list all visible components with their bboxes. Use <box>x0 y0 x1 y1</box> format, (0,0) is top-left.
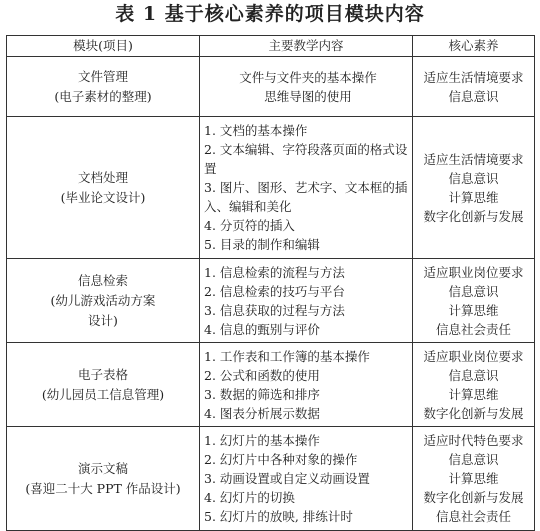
header-content: 主要教学内容 <box>200 36 413 57</box>
table-row <box>7 427 535 531</box>
module-name: 电子表格 <box>77 366 128 382</box>
content-item: 1. 信息检索的流程与方法 <box>204 264 345 280</box>
literacy-item: 信息社会责任 <box>435 321 511 337</box>
content-item: 4. 信息的甄别与评价 <box>204 321 320 337</box>
module-cell <box>7 117 200 259</box>
literacy-item: 信息意识 <box>448 88 499 104</box>
content-item: 2. 文本编辑、字符段落页面的格式设置 <box>204 142 408 176</box>
content-item: 5. 幻灯片的放映, 排练计时 <box>204 509 353 524</box>
module-cell <box>7 259 200 343</box>
literacy-item: 适应职业岗位要求 <box>423 264 524 280</box>
content-item: 1. 文档的基本操作 <box>204 123 308 138</box>
content-item: 3. 数据的筛选和排序 <box>204 386 320 402</box>
literacy-item: 计算思维 <box>448 471 499 486</box>
literacy-item: 计算思维 <box>448 386 499 402</box>
module-cell <box>7 343 200 427</box>
table-row <box>7 57 535 117</box>
literacy-item: 数字化创新与发展 <box>423 405 524 421</box>
module-project: (毕业论文设计) <box>60 189 146 205</box>
content-item: 1. 工作表和工作簿的基本操作 <box>204 348 370 364</box>
content-item: 2. 公式和函数的使用 <box>204 367 320 383</box>
literacy-item: 计算思维 <box>448 302 499 318</box>
table-row <box>7 343 535 427</box>
module-project: (电子素材的整理) <box>54 88 152 104</box>
content-item: 3. 图片、图形、艺术字、文本框的插入、编辑和美化 <box>204 180 408 214</box>
content-item: 5. 目录的制作和编辑 <box>204 237 320 252</box>
content-cell <box>200 259 413 343</box>
literacy-item: 信息意识 <box>448 367 499 383</box>
content-item: 4. 幻灯片的切换 <box>204 490 295 505</box>
content-item: 1. 幻灯片的基本操作 <box>204 433 320 448</box>
content-cell <box>200 57 413 117</box>
content-item: 4. 分页符的插入 <box>204 218 295 233</box>
module-name: 信息检索 <box>77 272 128 288</box>
literacy-cell <box>413 343 535 427</box>
literacy-item: 适应生活情境要求 <box>423 151 524 167</box>
literacy-item: 信息意识 <box>448 452 499 467</box>
module-name: 文档处理 <box>77 169 128 185</box>
module-project: 设计) <box>88 312 118 328</box>
literacy-cell <box>413 427 535 531</box>
literacy-cell <box>413 259 535 343</box>
literacy-item: 适应生活情境要求 <box>423 69 524 85</box>
module-name: 文件管理 <box>77 68 128 84</box>
literacy-item: 数字化创新与发展 <box>423 208 524 224</box>
table-title: 表 1 基于核心素养的项目模块内容 <box>115 3 425 25</box>
content-cell <box>200 427 413 531</box>
module-cell <box>7 57 200 117</box>
literacy-cell <box>413 57 535 117</box>
content-item: 2. 信息检索的技巧与平台 <box>204 283 345 299</box>
module-project: (幼儿游戏活动方案 <box>50 292 156 308</box>
module-project: (喜迎二十大 PPT 作品设计) <box>25 480 181 496</box>
literacy-item: 信息意识 <box>448 170 499 186</box>
table-row <box>7 117 535 259</box>
content-cell <box>200 343 413 427</box>
table-row <box>7 259 535 343</box>
module-cell <box>7 427 200 531</box>
content-item: 3. 动画设置或自定义动画设置 <box>204 471 370 486</box>
header-module: 模块(项目) <box>7 36 200 57</box>
content-item: 4. 图表分析展示数据 <box>204 405 320 421</box>
module-project: (幼儿园员工信息管理) <box>41 386 165 402</box>
literacy-item: 信息社会责任 <box>435 509 511 524</box>
literacy-item: 计算思维 <box>448 189 499 205</box>
core-literacy-module-table <box>6 35 535 531</box>
header-row <box>7 36 535 57</box>
content-item: 思维导图的使用 <box>264 88 352 104</box>
literacy-item: 数字化创新与发展 <box>423 490 524 505</box>
literacy-item: 信息意识 <box>448 283 499 299</box>
content-item: 文件与文件夹的基本操作 <box>239 69 377 85</box>
header-literacy: 核心素养 <box>413 36 535 57</box>
content-item: 3. 信息获取的过程与方法 <box>204 302 345 318</box>
literacy-item: 适应职业岗位要求 <box>423 348 524 364</box>
content-cell <box>200 117 413 259</box>
literacy-cell <box>413 117 535 259</box>
literacy-item: 适应时代特色要求 <box>423 433 524 448</box>
content-item: 2. 幻灯片中各种对象的操作 <box>204 452 358 467</box>
module-name: 演示文稿 <box>77 460 128 476</box>
